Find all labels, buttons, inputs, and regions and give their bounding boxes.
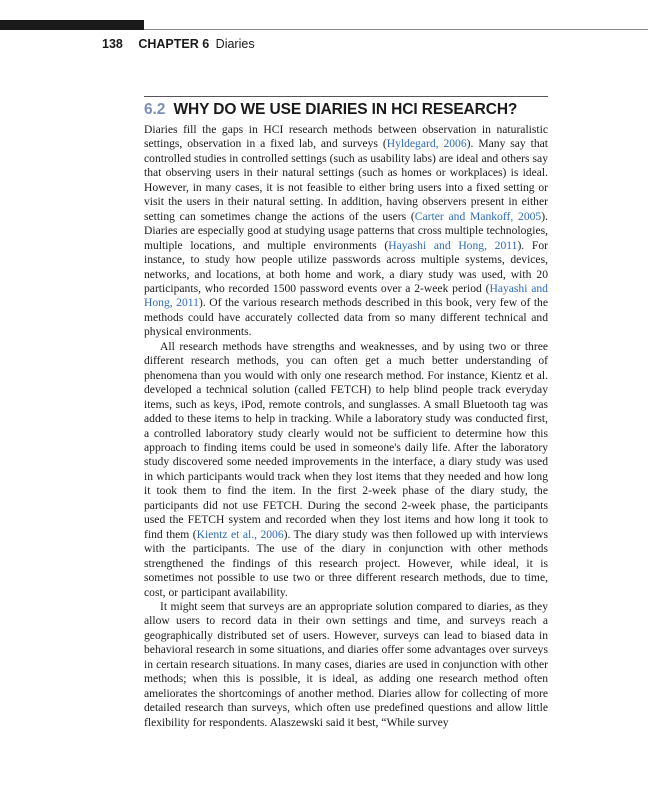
text-run: ). Of the various research methods described in this book, very few of the methods could have accurately collected data from so many different technical and physical environments. xyxy=(144,296,548,339)
text-run: ). Diaries are especially good at studying usage patterns that cross multiple technologies, multiple locations, and multiple environments ( xyxy=(144,209,548,252)
paragraph xyxy=(144,340,548,600)
citation-link[interactable]: Carter and Mankoff, 2005 xyxy=(414,209,542,223)
text-run: ). Many say that controlled studies in controlled settings (such as usability labs) are ideal and others say that observing users in their natural settings (such as homes or workplaces) is ideal. However, in many cases, it is not feasible to either bring users into a fixed setting or visit the users in their natural setting. In addition, having observers present in either setting can sometimes change the actions of the users ( xyxy=(144,137,549,223)
text-run: ). The diary study was then followed up with interviews with the participants. The use of the diary in conjunction with other methods strengthened the findings of this research project. However, while ideal, it is sometimes not possible to use two or three different research methods, due to time, cost, or participant availability. xyxy=(144,527,548,599)
paragraph xyxy=(144,600,548,730)
chapter-name: Diaries xyxy=(215,37,255,51)
text-run: It might seem that surveys are an appropriate solution compared to diaries, as they allow users to record data in their own settings and time, and surveys reach a geographically distributed set of users. However, surveys can lead to biased data in behavioral research in some situations, and diaries offer some advantages over surveys in certain research situations. In many cases, diaries are used in conjunction with other methods; when this is possible, it is ideal, as adding one research method often ameliorates the shortcomings of another method. Diaries allow for collecting of more detailed research than surveys, which often use predefined questions and allow little flexibility for respondents. Alaszewski said it best, “While survey xyxy=(144,599,548,729)
citation-link[interactable]: Hayashi and Hong, 2011 xyxy=(144,281,548,310)
page-number: 138 xyxy=(102,37,123,51)
section-number: 6.2 xyxy=(144,101,166,118)
header-rule xyxy=(144,29,648,30)
citation-link[interactable]: Hyldegard, 2006 xyxy=(386,137,467,151)
text-run: Diaries fill the gaps in HCI research methods between observation in naturalistic settings, observation in a fixed lab, and surveys ( xyxy=(144,123,548,151)
text-run: All research methods have strengths and weaknesses, and by using two or three different research methods, you can often get a much better understanding of phenomena than you would with only one research method. For instance, Kientz et al. developed a technical solution (called FETCH) to help blind people track everyday items, such as keys, iPod, remote controls, and sunglasses. A small Bluetooth tag was added to these items to help in tracking. While a laboratory study was conducted first, a controlled laboratory study clearly would not be sufficient to determine how this approach to finding items could be used in someone's daily life. After the laboratory study discovered some needed improvements in the interface, a diary study was used in which participants would track when they lost items that they needed and how long it took them to find the item. In the first 2-week phase of the diary study, the participants did not use FETCH. During the second 2-week phase, the participants used the FETCH system and recorded when they lost items and how long it took to find them ( xyxy=(144,339,548,541)
chapter-label: CHAPTER 6 xyxy=(138,37,210,51)
section-title: WHY DO WE USE DIARIES IN HCI RESEARCH? xyxy=(173,101,518,118)
section-heading xyxy=(144,100,517,120)
section-rule xyxy=(144,96,548,97)
header-bar-decoration xyxy=(0,20,144,30)
citation-link[interactable]: Hayashi and Hong, 2011 xyxy=(388,238,518,252)
running-header xyxy=(102,36,255,52)
citation-link[interactable]: Kientz et al., 2006 xyxy=(196,527,284,541)
paragraph xyxy=(144,123,548,340)
body-text xyxy=(144,123,548,730)
text-run: ). For instance, to study how people utilize passwords across multiple systems, devices, networks, and locations, at both home and work, a diary study was used, with 20 participants, who recorded 1500 password events over a 2-week period ( xyxy=(144,238,548,295)
